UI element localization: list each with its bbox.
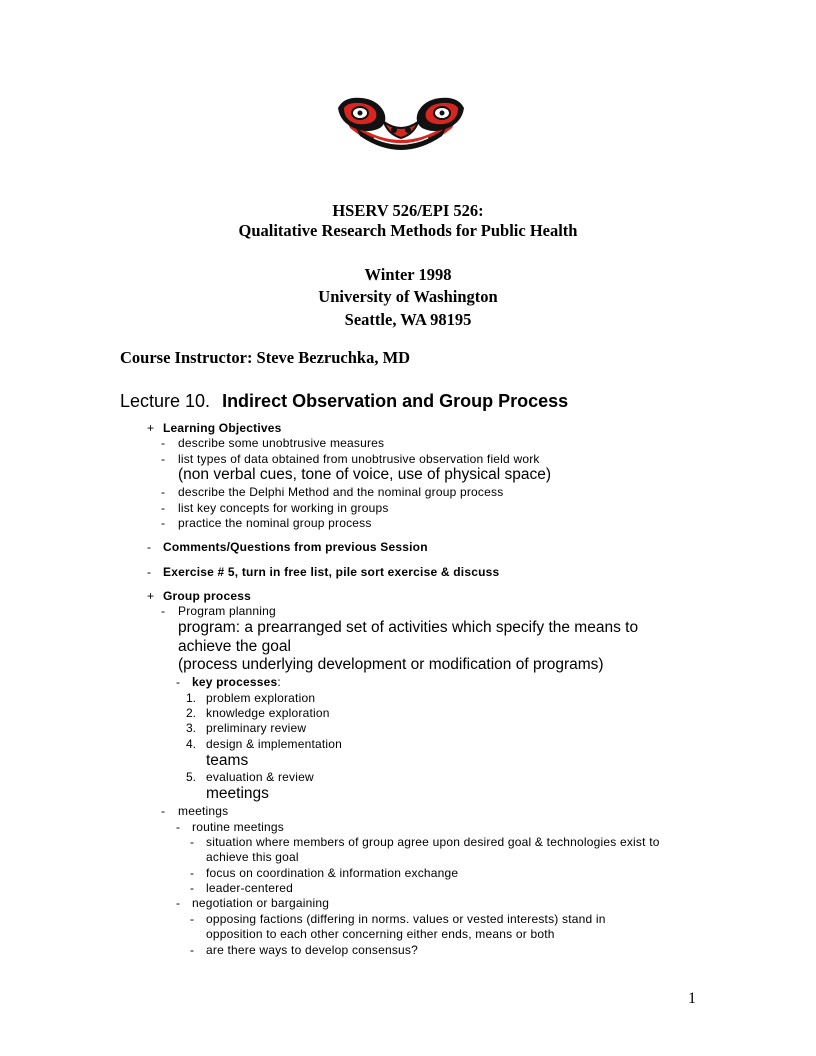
routine-item: leader-centered <box>206 881 294 895</box>
negotiation-item: opposing factions (differing in norms. values or vested interests) stand in <box>206 912 606 926</box>
bullet-dash: - <box>190 912 194 926</box>
bullet-dash: - <box>190 881 194 895</box>
objective-item: describe some unobtrusive measures <box>178 436 385 450</box>
page-number: 1 <box>688 990 696 1007</box>
key-processes-heading: key processes: <box>192 675 281 689</box>
haida-bird-logo <box>334 94 468 154</box>
bullet-dash: - <box>147 540 151 554</box>
negotiation-item-cont: opposition to each other concerning either ends, means or both <box>206 927 555 941</box>
bullet-dash: - <box>176 820 180 834</box>
teams-note: teams <box>206 752 249 769</box>
objective-item: practice the nominal group process <box>178 516 372 530</box>
objective-item: describe the Delphi Method and the nominal group process <box>178 485 504 499</box>
instructor: Course Instructor: Steve Bezruchka, MD <box>120 348 411 367</box>
university: University of Washington <box>318 287 498 306</box>
lecture-title: Indirect Observation and Group Process <box>222 391 569 411</box>
objective-item: list key concepts for working in groups <box>178 501 389 515</box>
haida-bird-icon <box>334 94 468 154</box>
course-title: Qualitative Research Methods for Public Health <box>238 221 578 240</box>
bullet-dash: - <box>147 565 151 579</box>
bullet-dash: - <box>161 516 165 530</box>
bullet-dash: - <box>176 675 180 689</box>
course-code: HSERV 526/EPI 526: <box>332 201 484 220</box>
list-number: 2. <box>186 706 197 720</box>
negotiation-item: are there ways to develop consensus? <box>206 943 418 957</box>
bullet-dash: - <box>161 604 165 618</box>
program-process-note: (process underlying development or modification of programs) <box>178 656 604 673</box>
meetings-heading: meetings <box>178 804 229 818</box>
key-process-item: evaluation & review <box>206 770 314 784</box>
program-planning: Program planning <box>178 604 276 618</box>
bullet-dash: - <box>161 501 165 515</box>
term: Winter 1998 <box>364 265 452 284</box>
exercise-heading: Exercise # 5, turn in free list, pile sort exercise & discuss <box>163 565 500 579</box>
learning-objectives-heading: Learning Objectives <box>163 421 282 435</box>
program-definition-cont: achieve the goal <box>178 638 291 655</box>
bullet-dash: - <box>190 943 194 957</box>
objective-note: (non verbal cues, tone of voice, use of physical space) <box>178 466 552 483</box>
routine-item-cont: achieve this goal <box>206 850 299 864</box>
bullet-dash: - <box>161 485 165 499</box>
list-number: 5. <box>186 770 197 784</box>
comments-heading: Comments/Questions from previous Session <box>163 540 428 554</box>
program-definition: program: a prearranged set of activities which specify the means to <box>178 619 639 636</box>
bullet-dash: - <box>161 452 165 466</box>
bullet-dash: - <box>161 804 165 818</box>
key-process-item: knowledge exploration <box>206 706 330 720</box>
list-number: 1. <box>186 691 197 705</box>
bullet-dash: - <box>161 436 165 450</box>
key-process-item: design & implementation <box>206 737 343 751</box>
routine-item: focus on coordination & information exchange <box>206 866 459 880</box>
objective-item: list types of data obtained from unobtrusive observation field work <box>178 452 540 466</box>
bullet-plus: + <box>147 589 155 603</box>
bullet-dash: - <box>190 835 194 849</box>
bullet-dash: - <box>190 866 194 880</box>
key-process-item: preliminary review <box>206 721 307 735</box>
routine-meetings: routine meetings <box>192 820 284 834</box>
lecture-heading <box>120 391 568 412</box>
group-process-heading: Group process <box>163 589 251 603</box>
city: Seattle, WA 98195 <box>344 310 472 329</box>
negotiation-heading: negotiation or bargaining <box>192 896 330 910</box>
key-process-item: problem exploration <box>206 691 316 705</box>
lecture-number: Lecture 10. <box>120 391 211 411</box>
meetings-note: meetings <box>206 785 269 802</box>
list-number: 4. <box>186 737 197 751</box>
routine-item: situation where members of group agree upon desired goal & technologies exist to <box>206 835 660 849</box>
bullet-plus: + <box>147 421 155 435</box>
list-number: 3. <box>186 721 197 735</box>
bullet-dash: - <box>176 896 180 910</box>
